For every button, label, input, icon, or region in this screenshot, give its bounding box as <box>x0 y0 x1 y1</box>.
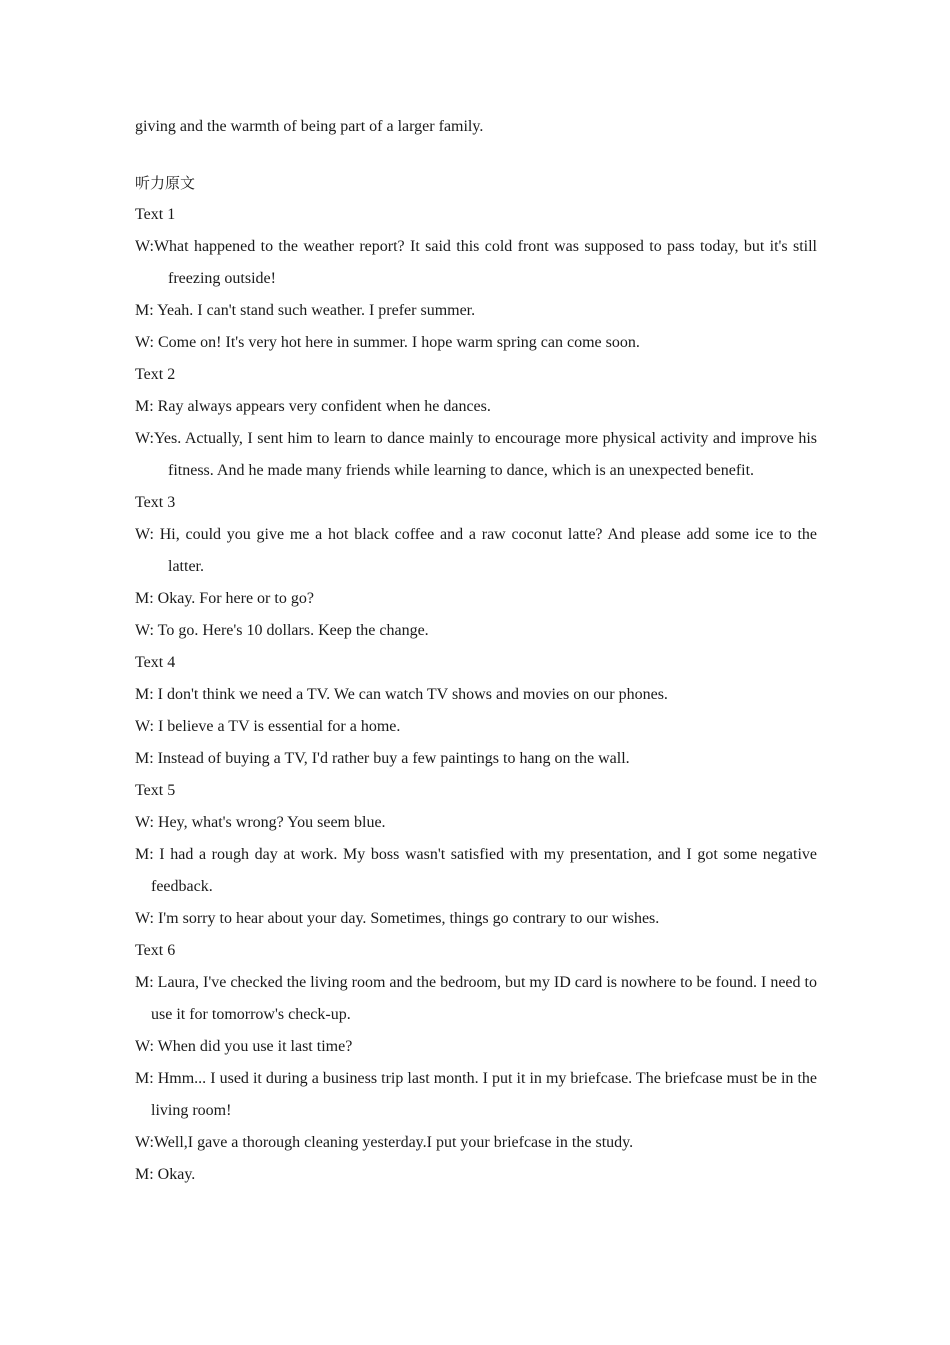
dialogue-line: W: Hi, could you give me a hot black coffee and a raw coconut latte? And please add some ice to the latter. <box>135 526 817 575</box>
dialogue-label: Text 1 <box>135 206 176 223</box>
dialogue-line: W:Well,I gave a thorough cleaning yesterday.I put your briefcase in the study. <box>135 1134 634 1151</box>
dialogue-line: M: Okay. <box>135 1166 196 1183</box>
dialogue-line: W: When did you use it last time? <box>135 1038 353 1055</box>
dialogue-label: Text 3 <box>135 494 176 511</box>
dialogue-line: M: Ray always appears very confident when he dances. <box>135 398 491 415</box>
dialogue-label: Text 5 <box>135 782 176 799</box>
dialogue-line: M: I had a rough day at work. My boss wasn't satisfied with my presentation, and I got some negative feedback. <box>135 846 817 895</box>
dialogue-line: M: Laura, I've checked the living room and the bedroom, but my ID card is nowhere to be found. I need to use it for tomorrow's check-up. <box>135 974 817 1023</box>
dialogue-line: W: To go. Here's 10 dollars. Keep the change. <box>135 622 429 639</box>
dialogue-line: M: Okay. For here or to go? <box>135 590 314 607</box>
dialogue-text-6 <box>135 935 817 1191</box>
dialogue-line: M: Instead of buying a TV, I'd rather buy a few paintings to hang on the wall. <box>135 750 630 767</box>
dialogue-line: M: Yeah. I can't stand such weather. I prefer summer. <box>135 302 476 319</box>
dialogue-line: W: I believe a TV is essential for a home. <box>135 718 401 735</box>
dialogue-label: Text 4 <box>135 654 176 671</box>
dialogue-text-5 <box>135 775 817 935</box>
dialogue-line: W: Come on! It's very hot here in summer. I hope warm spring can come soon. <box>135 334 640 351</box>
dialogue-label: Text 6 <box>135 942 176 959</box>
carryover-paragraph: giving and the warmth of being part of a larger family. <box>135 118 484 135</box>
dialogue-text-1 <box>135 199 817 359</box>
dialogue-line: M: Hmm... I used it during a business trip last month. I put it in my briefcase. The briefcase must be in the living room! <box>135 1070 817 1119</box>
section-title: 听力原文 <box>135 174 196 192</box>
dialogue-text-3 <box>135 487 817 647</box>
dialogue-line: W: I'm sorry to hear about your day. Sometimes, things go contrary to our wishes. <box>135 910 660 927</box>
dialogue-text-4 <box>135 647 817 775</box>
dialogue-line: M: I don't think we need a TV. We can watch TV shows and movies on our phones. <box>135 686 668 703</box>
dialogue-line: W:Yes. Actually, I sent him to learn to dance mainly to encourage more physical activity and improve his fitness. And he made many friends while learning to dance, which is an unexpected benefit. <box>135 430 817 479</box>
dialogue-text-2 <box>135 359 817 487</box>
dialogue-label: Text 2 <box>135 366 176 383</box>
document-body <box>135 111 817 1191</box>
dialogue-line: W:What happened to the weather report? It said this cold front was supposed to pass today, but it's still freezing outside! <box>135 238 817 287</box>
dialogue-line: W: Hey, what's wrong? You seem blue. <box>135 814 386 831</box>
